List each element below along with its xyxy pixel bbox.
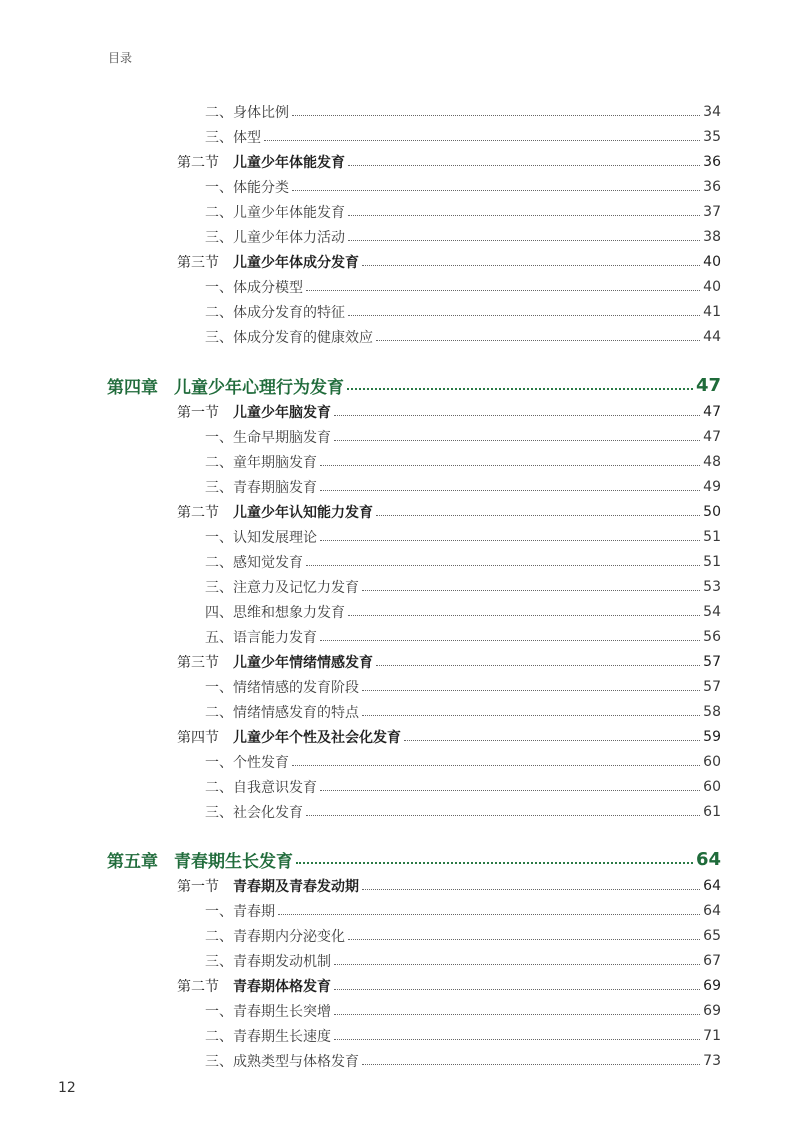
toc-section-entry[interactable] [177, 251, 721, 273]
toc-entry-label: 二、童年期脑发育 [205, 455, 317, 471]
toc-entry-label: 三、体型 [205, 130, 261, 146]
toc-entry-page-number: 47 [695, 374, 721, 396]
toc-entry-title: 儿童少年认知能力发育 [233, 505, 373, 521]
toc-chapter-entry[interactable] [107, 372, 721, 398]
dot-leader [320, 789, 700, 791]
toc-entry-number: 第一节 [177, 879, 219, 895]
toc-entry-page-number: 40 [703, 254, 721, 270]
toc-entry-label: 五、语言能力发育 [205, 630, 317, 646]
toc-item-entry[interactable] [205, 551, 721, 573]
dot-leader [404, 739, 700, 741]
toc-item-entry[interactable] [205, 1050, 721, 1072]
toc-entry-label: 三、社会化发育 [205, 805, 303, 821]
dot-leader [348, 614, 700, 616]
toc-entry-page-number: 51 [703, 529, 721, 545]
toc-entry-page-number: 59 [703, 729, 721, 745]
toc-section-entry[interactable] [177, 401, 721, 423]
toc-item-entry[interactable] [205, 1000, 721, 1022]
toc-entry-page-number: 40 [703, 279, 721, 295]
toc-section-entry[interactable] [177, 651, 721, 673]
toc-entry-page-number: 48 [703, 454, 721, 470]
toc-entry-label: 二、情绪情感发育的特点 [205, 705, 359, 721]
toc-entry-page-number: 58 [703, 704, 721, 720]
toc-entry-label: 二、儿童少年体能发育 [205, 205, 345, 221]
toc-entry-label: 三、儿童少年体力活动 [205, 230, 345, 246]
toc-entry-title: 青春期体格发育 [233, 979, 331, 995]
dot-leader [362, 264, 700, 266]
toc-entry-page-number: 47 [703, 429, 721, 445]
toc-entry-label: 三、青春期发动机制 [205, 954, 331, 970]
dot-leader [348, 938, 700, 940]
toc-entry-title: 儿童少年心理行为发育 [174, 377, 344, 398]
toc-item-entry[interactable] [205, 476, 721, 498]
toc-entry-title: 儿童少年脑发育 [233, 405, 331, 421]
toc-entry-page-number: 44 [703, 329, 721, 345]
toc-entry-label: 三、体成分发育的健康效应 [205, 330, 373, 346]
toc-entry-label: 二、体成分发育的特征 [205, 305, 345, 321]
toc-entry-page-number: 41 [703, 304, 721, 320]
toc-entry-label: 二、自我意识发育 [205, 780, 317, 796]
toc-entry-title: 儿童少年体能发育 [233, 155, 345, 171]
dot-leader [334, 1013, 700, 1015]
toc-entry-title: 儿童少年情绪情感发育 [233, 655, 373, 671]
toc-item-entry[interactable] [205, 900, 721, 922]
toc-entry-page-number: 50 [703, 504, 721, 520]
toc-entry-label: 三、注意力及记忆力发育 [205, 580, 359, 596]
toc-entry-label: 一、生命早期脑发育 [205, 430, 331, 446]
toc-entry-label: 二、青春期生长速度 [205, 1029, 331, 1045]
toc-entry-page-number: 64 [695, 848, 721, 870]
toc-entry-label: 二、青春期内分泌变化 [205, 929, 345, 945]
toc-entry-label: 一、情绪情感的发育阶段 [205, 680, 359, 696]
dot-leader [334, 1038, 700, 1040]
toc-item-entry[interactable] [205, 801, 721, 823]
toc-entry-page-number: 47 [703, 404, 721, 420]
toc-item-entry[interactable] [205, 326, 721, 348]
toc-entry-label: 二、感知觉发育 [205, 555, 303, 571]
toc-item-entry[interactable] [205, 126, 721, 148]
toc-item-entry[interactable] [205, 301, 721, 323]
toc-item-entry[interactable] [205, 426, 721, 448]
toc-entry-label: 一、个性发育 [205, 755, 289, 771]
dot-leader [347, 387, 693, 390]
toc-entry-page-number: 49 [703, 479, 721, 495]
dot-leader [264, 139, 700, 141]
toc-entry-page-number: 67 [703, 953, 721, 969]
toc-item-entry[interactable] [205, 626, 721, 648]
dot-leader [348, 239, 700, 241]
toc-entry-page-number: 36 [703, 179, 721, 195]
toc-entry-page-number: 36 [703, 154, 721, 170]
dot-leader [334, 439, 700, 441]
toc-entry-page-number: 51 [703, 554, 721, 570]
dot-leader [362, 689, 700, 691]
toc-entry-label: 一、青春期 [205, 904, 275, 920]
dot-leader [362, 589, 700, 591]
toc-entry-title: 青春期生长发育 [174, 851, 293, 872]
toc-section-entry[interactable] [177, 726, 721, 748]
toc-entry-page-number: 54 [703, 604, 721, 620]
toc-entry-number: 第一节 [177, 405, 219, 421]
toc-entry-page-number: 61 [703, 804, 721, 820]
dot-leader [320, 639, 700, 641]
toc-item-entry[interactable] [205, 751, 721, 773]
toc-entry-page-number: 53 [703, 579, 721, 595]
dot-leader [362, 1063, 700, 1065]
toc-item-entry[interactable] [205, 925, 721, 947]
toc-entry-page-number: 38 [703, 229, 721, 245]
toc-entry-page-number: 60 [703, 754, 721, 770]
dot-leader [348, 314, 700, 316]
toc-item-entry[interactable] [205, 201, 721, 223]
toc-entry-page-number: 57 [703, 654, 721, 670]
dot-leader [348, 214, 700, 216]
toc-item-entry[interactable] [205, 526, 721, 548]
page-number: 12 [58, 1080, 76, 1096]
dot-leader [320, 464, 700, 466]
toc-entry-number: 第三节 [177, 255, 219, 271]
dot-leader [376, 514, 700, 516]
toc-entry-label: 一、青春期生长突增 [205, 1004, 331, 1020]
toc-entry-page-number: 64 [703, 878, 721, 894]
toc-entry-label: 二、身体比例 [205, 105, 289, 121]
toc-entry-page-number: 69 [703, 978, 721, 994]
dot-leader [292, 764, 700, 766]
toc-entry-page-number: 57 [703, 679, 721, 695]
toc-entry-page-number: 73 [703, 1053, 721, 1069]
toc-section-entry[interactable] [177, 975, 721, 997]
dot-leader [292, 114, 700, 116]
toc-item-entry[interactable] [205, 601, 721, 623]
toc-entry-number: 第二节 [177, 505, 219, 521]
toc-entry-label: 三、成熟类型与体格发育 [205, 1054, 359, 1070]
dot-leader [320, 489, 700, 491]
toc-section-entry[interactable] [177, 501, 721, 523]
toc-entry-page-number: 34 [703, 104, 721, 120]
toc-entry-page-number: 69 [703, 1003, 721, 1019]
dot-leader [376, 339, 700, 341]
toc-entry-page-number: 60 [703, 779, 721, 795]
dot-leader [306, 564, 700, 566]
toc-entry-page-number: 71 [703, 1028, 721, 1044]
toc-item-entry[interactable] [205, 1025, 721, 1047]
toc-entry-page-number: 56 [703, 629, 721, 645]
dot-leader [334, 963, 700, 965]
toc-entry-label: 一、体成分模型 [205, 280, 303, 296]
toc-item-entry[interactable] [205, 276, 721, 298]
dot-leader [334, 988, 700, 990]
dot-leader [306, 289, 700, 291]
toc-entry-label: 三、青春期脑发育 [205, 480, 317, 496]
toc-entry-number: 第四章 [107, 377, 158, 398]
dot-leader [334, 414, 700, 416]
toc-section-entry[interactable] [177, 875, 721, 897]
toc-item-entry[interactable] [205, 101, 721, 123]
toc-entry-page-number: 65 [703, 928, 721, 944]
running-header: 目录 [108, 51, 133, 65]
toc-item-entry[interactable] [205, 176, 721, 198]
dot-leader [306, 814, 700, 816]
dot-leader [320, 539, 700, 541]
toc-entry-page-number: 37 [703, 204, 721, 220]
toc-item-entry[interactable] [205, 776, 721, 798]
toc-entry-page-number: 35 [703, 129, 721, 145]
toc-entry-number: 第五章 [107, 851, 158, 872]
toc-item-entry[interactable] [205, 676, 721, 698]
toc-entry-number: 第四节 [177, 730, 219, 746]
toc-item-entry[interactable] [205, 950, 721, 972]
toc-section-entry[interactable] [177, 151, 721, 173]
toc-entry-number: 第二节 [177, 155, 219, 171]
toc-entry-page-number: 64 [703, 903, 721, 919]
toc-entry-label: 一、认知发展理论 [205, 530, 317, 546]
dot-leader [348, 164, 700, 166]
toc-item-entry[interactable] [205, 576, 721, 598]
toc-item-entry[interactable] [205, 701, 721, 723]
dot-leader [376, 664, 700, 666]
toc-item-entry[interactable] [205, 451, 721, 473]
dot-leader [292, 189, 700, 191]
dot-leader [362, 888, 700, 890]
toc-entry-number: 第二节 [177, 979, 219, 995]
toc-entry-title: 儿童少年体成分发育 [233, 255, 359, 271]
toc-entry-title: 儿童少年个性及社会化发育 [233, 730, 401, 746]
toc-entry-label: 一、体能分类 [205, 180, 289, 196]
toc-entry-title: 青春期及青春发动期 [233, 879, 359, 895]
toc-entry-label: 四、思维和想象力发育 [205, 605, 345, 621]
toc-chapter-entry[interactable] [107, 846, 721, 872]
toc-item-entry[interactable] [205, 226, 721, 248]
dot-leader [278, 913, 700, 915]
dot-leader [362, 714, 700, 716]
toc-entry-number: 第三节 [177, 655, 219, 671]
dot-leader [296, 861, 693, 864]
